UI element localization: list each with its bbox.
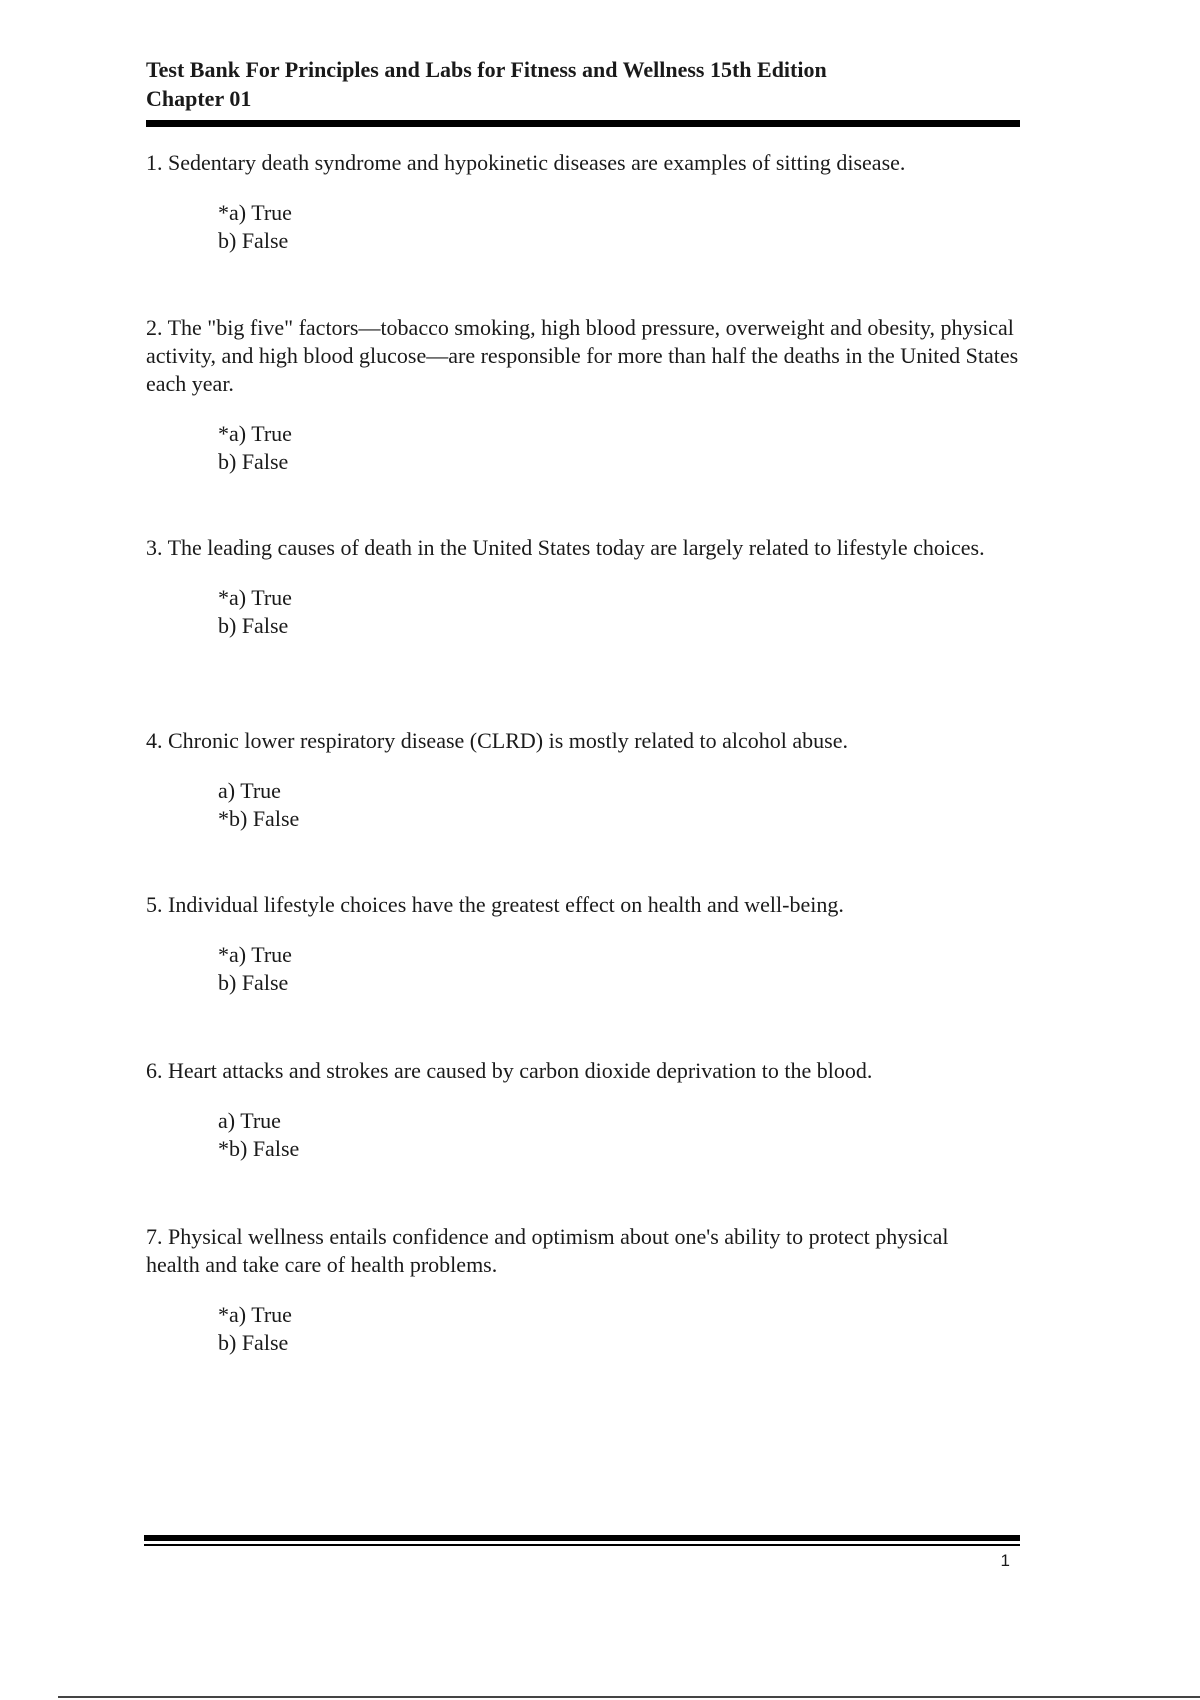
question-list	[146, 149, 1020, 1357]
answer-option-b: b) False	[218, 613, 289, 638]
document-header	[146, 55, 1020, 127]
question-text: 2. The "big five" factors—tobacco smoking, high blood pressure, overweight and obesity, physical activity, and high blood glucose—are responsible for more than half the deaths in the United States each year.	[146, 315, 1019, 396]
answer-option-b: *b) False	[218, 1136, 300, 1161]
question-text: 6. Heart attacks and strokes are caused by carbon dioxide deprivation to the blood.	[146, 1058, 873, 1083]
answer-option-a: *a) True	[218, 200, 292, 225]
question-3	[146, 534, 1020, 727]
question-5	[146, 891, 1020, 1057]
document-page	[146, 55, 1020, 1357]
question-4	[146, 727, 1020, 891]
question-1	[146, 149, 1020, 314]
question-text: 5. Individual lifestyle choices have the greatest effect on health and well-being.	[146, 892, 844, 917]
answer-option-b: b) False	[218, 1330, 289, 1355]
question-6	[146, 1057, 1020, 1223]
answer-option-a: *a) True	[218, 421, 292, 446]
answer-option-a: *a) True	[218, 585, 292, 610]
question-2	[146, 314, 1020, 534]
answer-option-b: *b) False	[218, 806, 300, 831]
footer-divider	[144, 1535, 1020, 1546]
page-number: 1	[1000, 1551, 1010, 1570]
question-text: 1. Sedentary death syndrome and hypokinetic diseases are examples of sitting disease.	[146, 150, 906, 175]
answer-option-a: *a) True	[218, 942, 292, 967]
answer-option-a: a) True	[218, 778, 281, 803]
answer-option-b: b) False	[218, 970, 289, 995]
answer-options	[146, 420, 1020, 476]
footer-divider-thick	[144, 1535, 1020, 1541]
header-title-line-2: Chapter 01	[146, 86, 252, 111]
answer-option-b: b) False	[218, 449, 289, 474]
answer-options	[146, 199, 1020, 255]
header-title-line-1: Test Bank For Principles and Labs for Fitness and Wellness 15th Edition	[146, 57, 827, 82]
page-bottom-edge	[58, 1696, 1200, 1698]
answer-options	[146, 1107, 1020, 1163]
footer-divider-thin	[144, 1544, 1020, 1546]
header-divider	[146, 120, 1020, 127]
question-text: 7. Physical wellness entails confidence and optimism about one's ability to protect physical health and take care of health problems.	[146, 1224, 949, 1277]
answer-option-a: a) True	[218, 1108, 281, 1133]
answer-option-a: *a) True	[218, 1302, 292, 1327]
answer-options	[146, 1301, 1020, 1357]
answer-option-b: b) False	[218, 228, 289, 253]
answer-options	[146, 941, 1020, 997]
question-7	[146, 1223, 1020, 1357]
answer-options	[146, 777, 1020, 833]
answer-options	[146, 584, 1020, 640]
question-text: 4. Chronic lower respiratory disease (CLRD) is mostly related to alcohol abuse.	[146, 728, 848, 753]
question-text: 3. The leading causes of death in the United States today are largely related to lifestyle choices.	[146, 535, 985, 560]
